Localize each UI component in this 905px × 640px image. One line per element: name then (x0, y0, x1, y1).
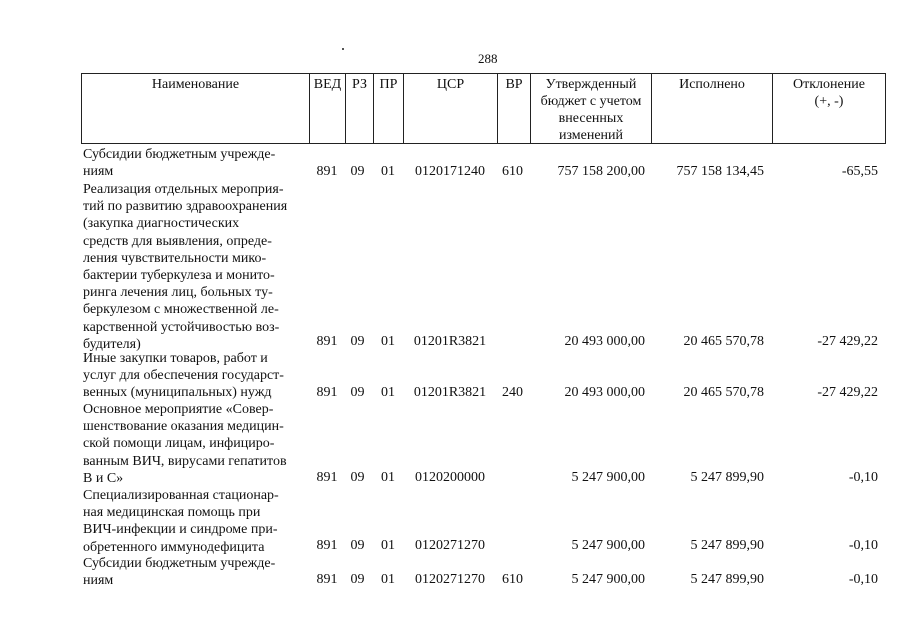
header-vr: ВР (498, 74, 531, 143)
row-approved: 20 493 000,00 (564, 385, 645, 400)
row-done: 5 247 899,90 (690, 572, 764, 587)
row-csr: 0120171240 (415, 164, 485, 179)
row-pr: 01 (381, 538, 395, 553)
page-number: 288 (478, 51, 498, 66)
row-rz: 09 (350, 538, 365, 553)
row-name: Субсидии бюджетным учрежде- ниям (83, 147, 276, 180)
row-deviation: -27 429,22 (817, 334, 878, 349)
row-name: Специализированная стационар- ная медицинская помощь при ВИЧ-инфекции и синдроме при- обретенного иммунодефицита (83, 488, 279, 555)
header-ved: ВЕД (310, 74, 346, 143)
row-done: 757 158 134,45 (676, 164, 764, 179)
row-pr: 01 (381, 572, 395, 587)
row-done: 20 465 570,78 (683, 385, 764, 400)
row-deviation: -27 429,22 (817, 385, 878, 400)
row-deviation: -0,10 (848, 538, 878, 553)
row-name: Основное мероприятие «Совер- шенствование оказания медицин- ской помощи лицам, инфициро- ванным ВИЧ, вирусами гепатитов В и С» (83, 402, 287, 486)
row-rz: 09 (350, 385, 365, 400)
row-ved: 891 (316, 334, 338, 349)
header-deviation: Отклонение (+, -) (793, 77, 865, 109)
row-approved: 5 247 900,00 (571, 572, 645, 587)
table-header (81, 73, 886, 144)
header-approved: Утвержденный бюджет с учетом внесенных изменений (531, 74, 652, 143)
row-ved: 891 (316, 164, 338, 179)
row-ved: 891 (316, 385, 338, 400)
row-csr: 01201R3821 (413, 334, 487, 349)
row-done: 5 247 899,90 (690, 538, 764, 553)
row-csr: 01201R3821 (413, 385, 487, 400)
row-vr: 610 (502, 164, 523, 179)
row-approved: 5 247 900,00 (571, 470, 645, 485)
row-rz: 09 (350, 470, 365, 485)
header-name: Наименование (82, 74, 310, 143)
row-approved: 757 158 200,00 (557, 164, 645, 179)
row-ved: 891 (316, 572, 338, 587)
row-name: Субсидии бюджетным учрежде- ниям (83, 556, 276, 589)
header-csr: ЦСР (404, 74, 498, 143)
row-approved: 20 493 000,00 (564, 334, 645, 349)
row-rz: 09 (350, 572, 365, 587)
row-ved: 891 (316, 470, 338, 485)
row-deviation: -0,10 (848, 470, 878, 485)
row-name: Иные закупки товаров, работ и услуг для обеспечения государст- венных (муниципальных) нужд (83, 351, 284, 401)
header-done: Исполнено (652, 74, 773, 143)
row-pr: 01 (381, 470, 395, 485)
row-ved: 891 (316, 538, 338, 553)
row-csr: 0120200000 (415, 470, 485, 485)
header-pr: ПР (374, 74, 404, 143)
header-rz: РЗ (346, 74, 374, 143)
row-done: 5 247 899,90 (690, 470, 764, 485)
row-csr: 0120271270 (415, 572, 485, 587)
row-done: 20 465 570,78 (683, 334, 764, 349)
row-rz: 09 (350, 164, 365, 179)
row-deviation: -0,10 (848, 572, 878, 587)
row-pr: 01 (381, 385, 395, 400)
row-csr: 0120271270 (415, 538, 485, 553)
row-deviation: -65,55 (841, 164, 878, 179)
scan-speck (342, 48, 344, 50)
row-vr: 240 (502, 385, 523, 400)
row-rz: 09 (350, 334, 365, 349)
row-vr: 610 (502, 572, 523, 587)
row-pr: 01 (381, 164, 395, 179)
row-approved: 5 247 900,00 (571, 538, 645, 553)
row-name: Реализация отдельных мероприя- тий по развитию здравоохранения (закупка диагностических средств для выявления, опреде- ления чувствительности мико- бактерии туберкулеза и монито- ринга лечения лиц, больных ту- беркулезом с множественной ле- карственной устойчивостью воз- будителя) (83, 182, 288, 352)
row-pr: 01 (381, 334, 395, 349)
